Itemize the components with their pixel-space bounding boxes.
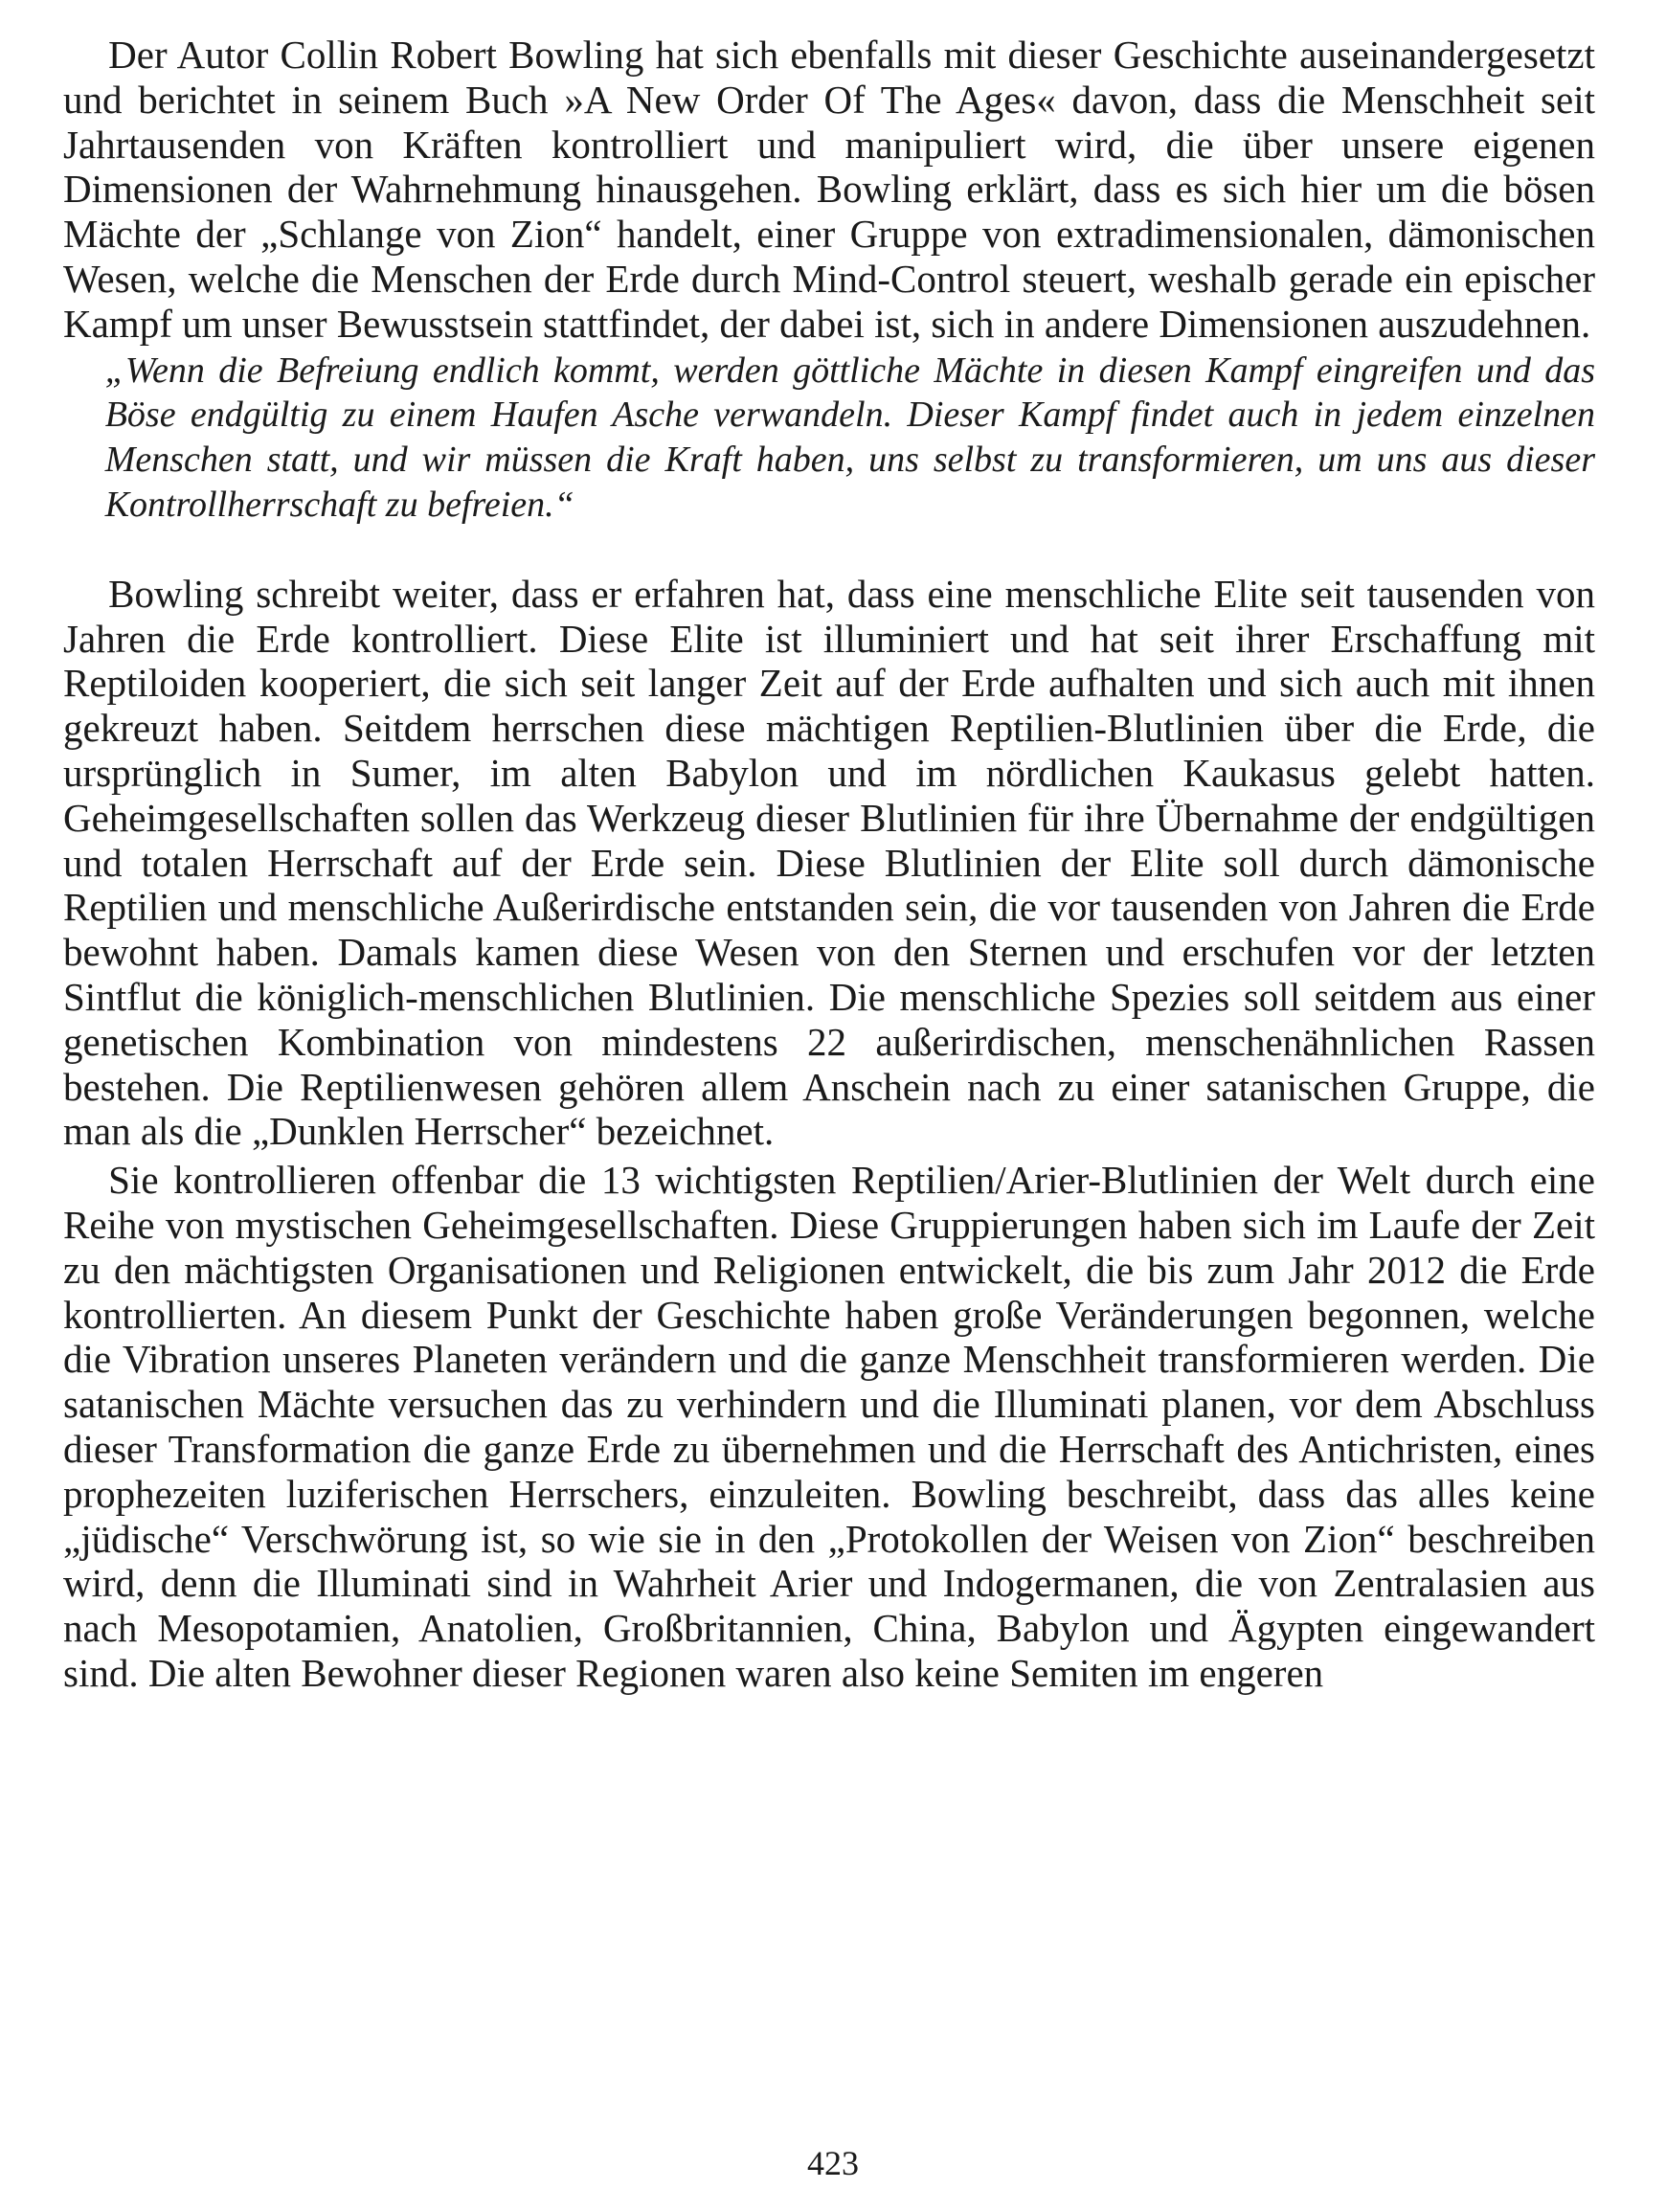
- page-number: 423: [807, 2144, 859, 2182]
- paragraph-bloodlines: Sie kontrollieren offenbar die 13 wichtigsten Reptilien/Arier-Blutlinien der Welt durch eine Reihe von mystischen Geheimgesellschaften. Diese Gruppierungen haben sich im Laufe der Zeit zu den mächtigsten Organisationen und Religionen entwickelt, die bis zum Jahr 2012 die Erde kontrollierten. An diesem Punkt der Geschichte haben große Veränderungen begonnen, welche die Vibration unseres Planeten verändern und die ganze Menschheit transformieren werden. Die satanischen Mächte versuchen das zu verhindern und die Illuminati planen, vor dem Abschluss dieser Transformation die ganze Erde zu übernehmen und die Herrschaft des Antichristen, eines prophezeiten luziferischen Herrschers, einzuleiten. Bowling beschreibt, dass das alles keine „jüdische“ Verschwörung ist, so wie sie in den „Protokollen der Weisen von Zion“ beschreiben wird, denn die Illuminati sind in Wahrheit Arier und Indogermanen, die von Zentralasien aus nach Mesopotamien, Anatolien, Großbritannien, China, Babylon und Ägypten eingewandert sind. Die alten Bewohner dieser Regionen waren also keine Semiten im engeren: [63, 1158, 1595, 1695]
- body-text: [63, 33, 1595, 1696]
- block-quote: „Wenn die Befreiung endlich kommt, werden göttliche Mächte in diesen Kampf eingreifen und das Böse endgültig zu einem Haufen Asche verwandeln. Dieser Kampf findet auch in jedem einzelnen Menschen statt, und wir müssen die Kraft haben, uns selbst zu transformieren, um uns aus dieser Kontrollherrschaft zu befreien.“: [104, 350, 1595, 525]
- paragraph-bowling-intro: Der Autor Collin Robert Bowling hat sich ebenfalls mit dieser Geschichte auseinandergesetzt und berichtet in seinem Buch »A New Order Of The Ages« davon, dass die Menschheit seit Jahrtausenden von Kräften kontrolliert und manipuliert wird, die über unsere eigenen Dimensionen der Wahrnehmung hinausgehen. Bowling erklärt, dass es sich hier um die bösen Mächte der „Schlange von Zion“ handelt, einer Gruppe von extradimensionalen, dämonischen Wesen, welche die Menschen der Erde durch Mind-Control steuert, weshalb gerade ein epischer Kampf um unser Bewusstsein stattfindet, der dabei ist, sich in andere Dimensionen auszudehnen.: [63, 33, 1595, 346]
- paragraph-elite: Bowling schreibt weiter, dass er erfahren hat, dass eine menschliche Elite seit tausenden von Jahren die Erde kontrolliert. Diese Elite ist illuminiert und hat seit ihrer Erschaffung mit Reptiloiden kooperiert, die sich seit langer Zeit auf der Erde aufhalten und sich auch mit ihnen gekreuzt haben. Seitdem herrschen diese mächtigen Reptilien-Blutlinien über die Erde, die ursprünglich in Sumer, im alten Babylon und im nördlichen Kaukasus gelebt hatten. Geheimgesellschaften sollen das Werkzeug dieser Blutlinien für ihre Übernahme der endgültigen und totalen Herrschaft auf der Erde sein. Diese Blutlinien der Elite soll durch dämonische Reptilien und menschliche Außerirdische entstanden sein, die vor tausenden von Jahren die Erde bewohnt haben. Damals kamen diese Wesen von den Sternen und erschufen vor der letzten Sintflut die königlich-menschlichen Blutlinien. Die menschliche Spezies soll seitdem aus einer genetischen Kombination von mindestens 22 außerirdischen, menschenähnlichen Rassen bestehen. Die Reptilienwesen gehören allem Anschein nach zu einer satanischen Gruppe, die man als die „Dunklen Herrscher“ bezeichnet.: [63, 571, 1595, 1154]
